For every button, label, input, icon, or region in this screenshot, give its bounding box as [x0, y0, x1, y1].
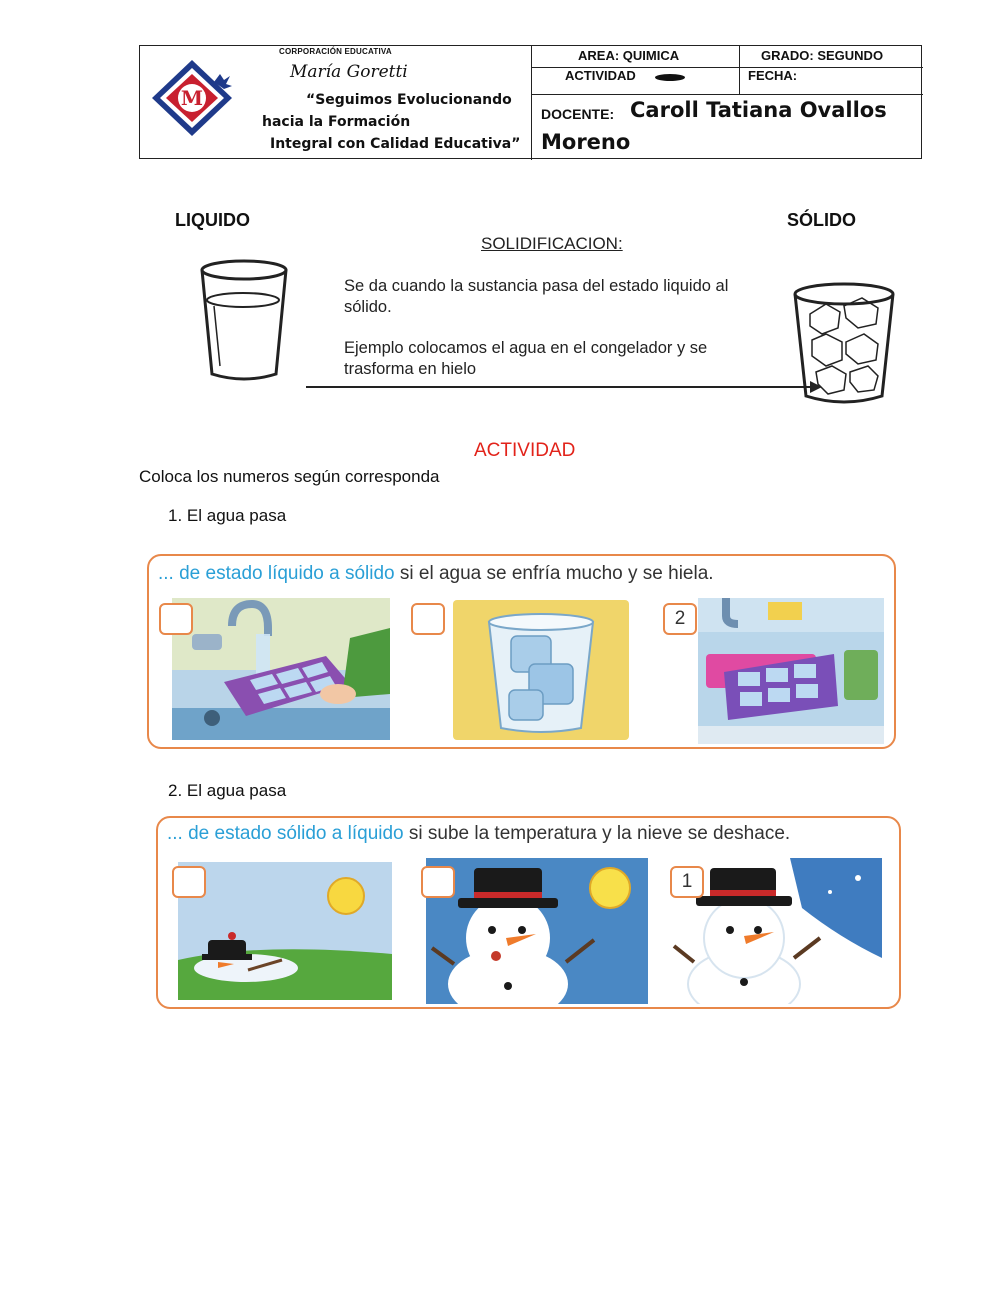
item-1-label: 1. El agua pasa — [168, 506, 287, 525]
actividad-cell: ACTIVIDAD — [565, 68, 636, 83]
answer-box-1-3[interactable]: 2 — [663, 603, 697, 635]
item-2-label: 2. El agua pasa — [168, 781, 287, 800]
ellipse-mark — [655, 74, 685, 81]
panel-1-heading-highlight: ... de estado líquido a sólido — [158, 563, 395, 584]
corp-label: CORPORACIÓN EDUCATIVA — [279, 47, 392, 56]
divider — [531, 94, 923, 95]
panel-1-heading — [158, 563, 714, 585]
activity-title: ACTIVIDAD — [474, 440, 576, 461]
solid-label: SÓLIDO — [787, 210, 857, 230]
answer-box-1-2[interactable] — [411, 603, 445, 635]
slogan-line-3: Integral con Calidad Educativa” — [270, 136, 521, 152]
ice-in-glass-picture — [453, 600, 629, 740]
desc-line-1a: Se da cuando la sustancia pasa del estado liquido al — [344, 277, 729, 295]
arrow-icon — [304, 380, 824, 394]
school-logo — [148, 58, 244, 138]
slogan-line-1: “Seguimos Evolucionando — [306, 92, 512, 108]
smiling-snowman-picture — [426, 858, 648, 1004]
divider — [531, 46, 532, 160]
answer-box-2-2[interactable] — [421, 866, 455, 898]
school-name: María Goretti — [290, 62, 408, 82]
glass-of-water-icon — [196, 258, 292, 386]
solidification-title: SOLIDIFICACION: — [481, 234, 623, 253]
desc-line-1b: sólido. — [344, 298, 392, 316]
docente-label: DOCENTE: — [541, 106, 615, 122]
liquid-label: LIQUIDO — [175, 210, 250, 230]
glass-of-ice-icon — [790, 276, 900, 410]
melted-snowman-picture — [178, 862, 392, 1000]
answer-box-1-1[interactable] — [159, 603, 193, 635]
panel-2-heading-highlight: ... de estado sólido a líquido — [167, 823, 404, 844]
divider — [739, 46, 740, 95]
panel-2-heading — [167, 823, 790, 845]
panel-1-heading-rest: si el agua se enfría mucho y se hiela. — [394, 563, 714, 584]
desc-line-2a: Ejemplo colocamos el agua en el congelador y se — [344, 339, 708, 357]
activity-instruction: Coloca los numeros según corresponda — [139, 467, 440, 486]
area-cell: AREA: QUIMICA — [578, 48, 680, 63]
slogan-line-2: hacia la Formación — [262, 114, 411, 130]
answer-box-2-3[interactable]: 1 — [670, 866, 704, 898]
ice-tray-in-freezer-picture — [698, 598, 884, 744]
svg-text:M: M — [180, 86, 204, 110]
grado-cell: GRADO: SEGUNDO — [761, 48, 884, 63]
fecha-cell: FECHA: — [748, 68, 798, 83]
ice-tray-under-tap-picture — [172, 598, 390, 740]
desc-line-2b: trasforma en hielo — [344, 360, 477, 378]
docente-name-line-2: Moreno — [541, 130, 631, 154]
docente-name-line-1: Caroll Tatiana Ovallos — [630, 98, 887, 122]
panel-2-heading-rest: si sube la temperatura y la nieve se deshace. — [403, 823, 791, 844]
answer-box-2-1[interactable] — [172, 866, 206, 898]
